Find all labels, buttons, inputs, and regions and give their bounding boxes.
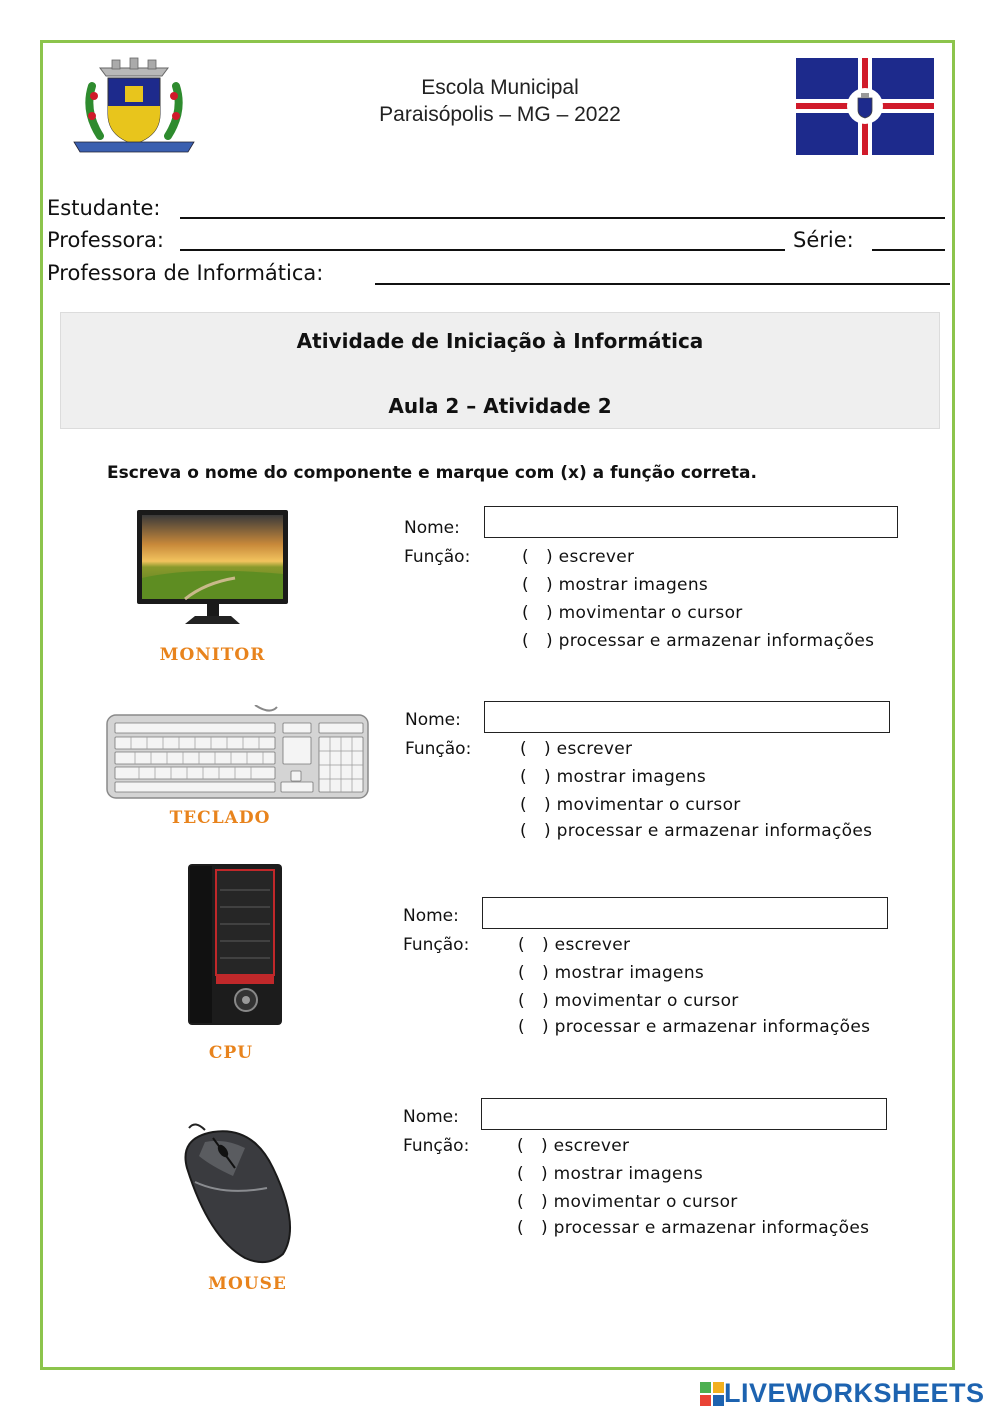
coat-of-arms-logo [70,56,198,160]
component-label: TECLADO [169,808,271,828]
option-show-images[interactable]: ( ) mostrar imagens [520,767,707,787]
function-label: Função: [403,935,470,955]
option-write[interactable]: ( ) escrever [517,1136,630,1156]
name-input[interactable] [481,1098,887,1130]
monitor-image [135,508,290,630]
liveworksheets-icon [700,1382,724,1406]
option-write[interactable]: ( ) escrever [518,935,631,955]
activity-subtitle: Aula 2 – Atividade 2 [388,394,612,418]
option-show-images[interactable]: ( ) mostrar imagens [517,1164,704,1184]
function-label: Função: [405,739,472,759]
grade-input-line[interactable] [872,249,945,251]
name-label: Nome: [403,906,459,926]
name-input[interactable] [482,897,888,929]
liveworksheets-logo[interactable] [700,1378,985,1409]
activity-title: Atividade de Iniciação à Informática [296,329,704,353]
option-move-cursor[interactable]: ( ) movimentar o cursor [522,603,743,623]
name-label: Nome: [404,518,460,538]
liveworksheets-brand: LIVEWORKSHEETS [724,1378,985,1408]
keyboard-image [105,705,370,800]
option-write[interactable]: ( ) escrever [522,547,635,567]
activity-title-box [60,312,940,429]
teacher-label: Professora: [47,228,164,252]
instruction-text: Escreva o nome do componente e marque com (x) a função correta. [107,463,757,483]
function-label: Função: [403,1136,470,1156]
option-process-store[interactable]: ( ) processar e armazenar informações [520,821,873,841]
grade-label: Série: [793,228,854,252]
it-teacher-input-line[interactable] [375,283,950,285]
it-teacher-label: Professora de Informática: [47,261,324,285]
component-label: MOUSE [208,1274,287,1294]
option-process-store[interactable]: ( ) processar e armazenar informações [517,1218,870,1238]
option-show-images[interactable]: ( ) mostrar imagens [522,575,709,595]
city-flag-image [796,58,934,155]
name-label: Nome: [405,710,461,730]
option-process-store[interactable]: ( ) processar e armazenar informações [518,1017,871,1037]
option-process-store[interactable]: ( ) processar e armazenar informações [522,631,875,651]
function-label: Função: [404,547,471,567]
component-label: MONITOR [159,645,266,665]
component-label: CPU [208,1043,254,1063]
option-move-cursor[interactable]: ( ) movimentar o cursor [518,991,739,1011]
school-location: Paraisópolis – MG – 2022 [379,103,621,126]
name-label: Nome: [403,1107,459,1127]
student-input-line[interactable] [180,217,945,219]
name-input[interactable] [484,506,898,538]
school-header [300,74,700,128]
name-input[interactable] [484,701,890,733]
option-write[interactable]: ( ) escrever [520,739,633,759]
school-name: Escola Municipal [421,76,579,99]
option-move-cursor[interactable]: ( ) movimentar o cursor [517,1192,738,1212]
teacher-input-line[interactable] [180,249,785,251]
student-label: Estudante: [47,196,161,220]
option-show-images[interactable]: ( ) mostrar imagens [518,963,705,983]
cpu-tower-image [186,862,284,1027]
mouse-image [175,1118,303,1268]
option-move-cursor[interactable]: ( ) movimentar o cursor [520,795,741,815]
